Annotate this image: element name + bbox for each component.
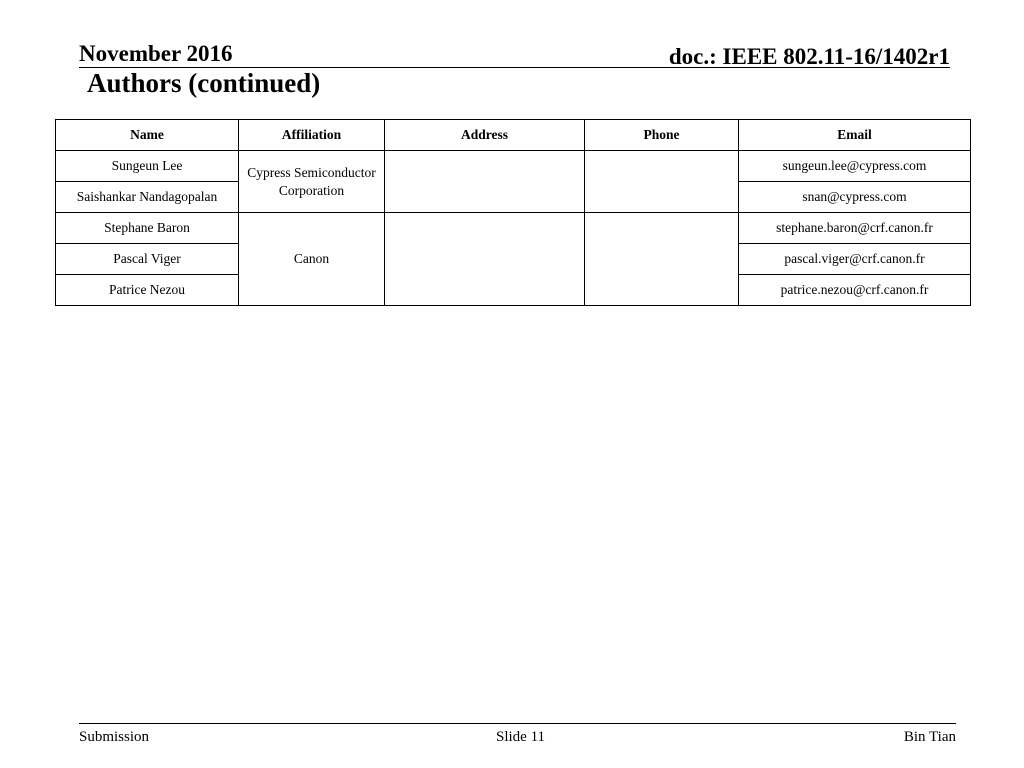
- column-header-affiliation: Affiliation: [239, 120, 385, 151]
- author-email: patrice.nezou@crf.canon.fr: [739, 275, 971, 306]
- table-header-row: [56, 120, 971, 151]
- column-header-phone: Phone: [585, 120, 739, 151]
- author-name: Stephane Baron: [56, 213, 239, 244]
- author-email: stephane.baron@crf.canon.fr: [739, 213, 971, 244]
- author-address: [385, 213, 585, 306]
- header-document-id: doc.: IEEE 802.11-16/1402r1: [668, 44, 950, 69]
- footer-submission: Submission: [79, 729, 150, 745]
- table-row: [56, 213, 971, 244]
- author-phone: [585, 213, 739, 306]
- author-name: Pascal Viger: [56, 244, 239, 275]
- author-name: Sungeun Lee: [56, 151, 239, 182]
- author-affiliation: Cypress Semiconductor Corporation: [239, 151, 385, 213]
- author-name: Saishankar Nandagopalan: [56, 182, 239, 213]
- author-affiliation: Canon: [239, 213, 385, 306]
- author-email: pascal.viger@crf.canon.fr: [739, 244, 971, 275]
- footer-divider: [79, 723, 956, 724]
- author-phone: [585, 151, 739, 213]
- author-name: Patrice Nezou: [56, 275, 239, 306]
- authors-table: [55, 119, 971, 306]
- slide-title: Authors (continued): [87, 68, 321, 98]
- footer-slide-number: Slide 11: [495, 729, 546, 745]
- author-email: sungeun.lee@cypress.com: [739, 151, 971, 182]
- column-header-email: Email: [739, 120, 971, 151]
- column-header-address: Address: [385, 120, 585, 151]
- author-address: [385, 151, 585, 213]
- table-row: [56, 151, 971, 182]
- footer-author: Bin Tian: [903, 729, 956, 745]
- column-header-name: Name: [56, 120, 239, 151]
- header-date: November 2016: [79, 41, 233, 66]
- author-email: snan@cypress.com: [739, 182, 971, 213]
